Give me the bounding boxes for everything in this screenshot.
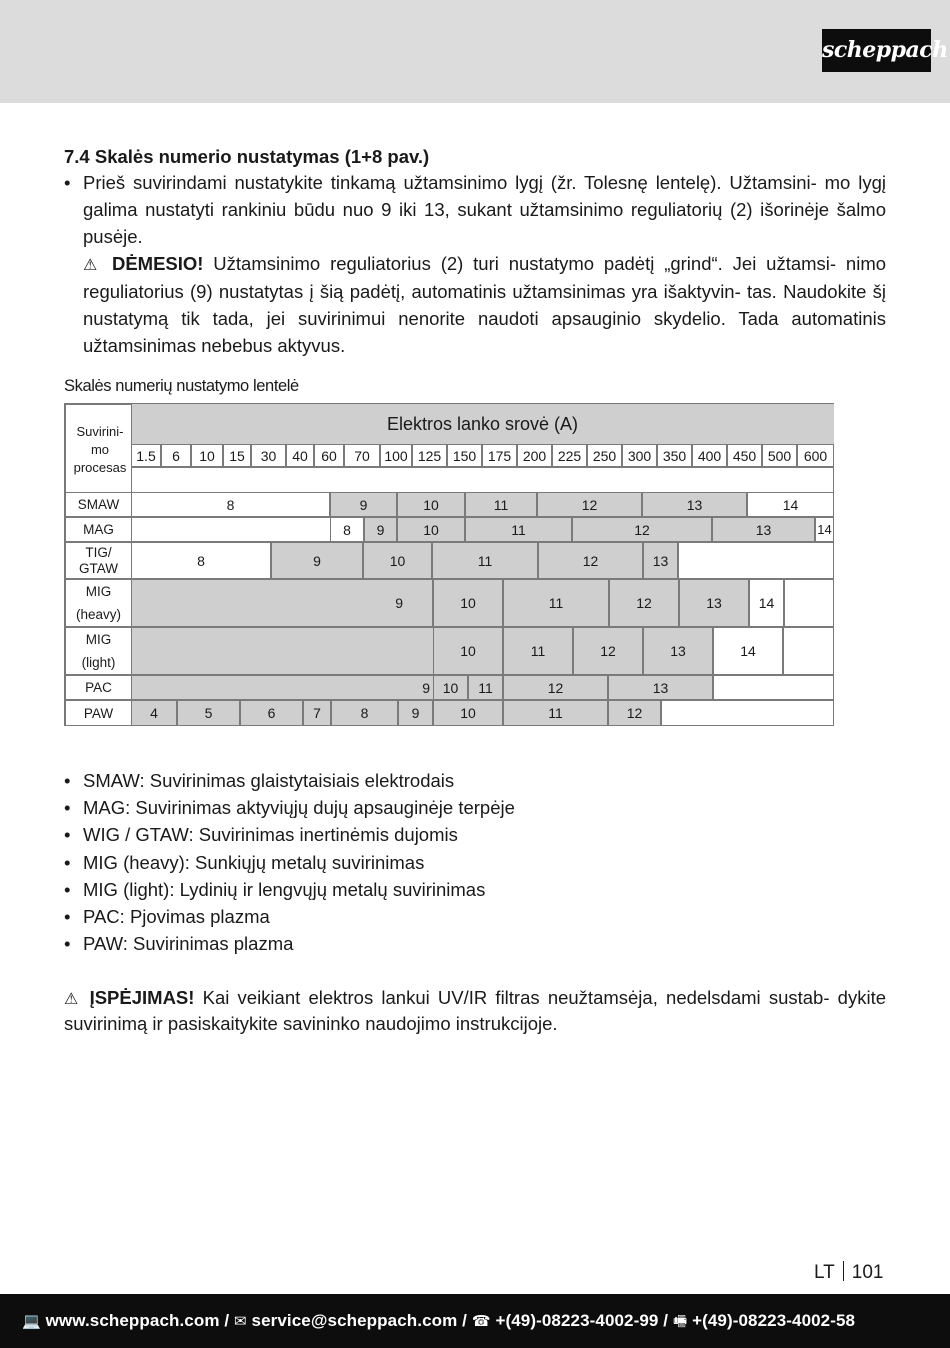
amp-cell: 60 [314,444,344,467]
shade-cell [783,627,834,675]
list-item: • PAC: Pjovimas plazma [64,906,270,928]
shade-cell: 4 [131,700,177,726]
header-band [0,0,950,103]
shade-cell: 13 [712,517,815,542]
footer-band [0,1294,950,1348]
abbreviation-list [64,767,886,957]
warning-label: ĮSPĖJIMAS! [89,987,195,1008]
section-title: 7.4 Skalės numerio nustatymas (1+8 pav.) [64,146,430,167]
shade-cell: 8 [131,542,271,579]
shade-cell: 14 [747,492,834,517]
shade-cell [661,700,834,726]
amp-cell: 6 [161,444,191,467]
attention-text: Užtamsinimo reguliatorius (2) turi nustatymo padėtį „grind“. Jei užtamsi- nimo reguliatorius (9) nustatytas į šią padėtį, automatinis užtamsinimas yra išaktyvin- tas. Naudokite šį nustatymą tik tada, jei suvirinimui nenorite naudoti apsauginio skydelio. Tada automatinis užtamsinimas nebebus aktyvus. [83,253,887,356]
amp-cell: 70 [344,444,380,467]
fax-icon: 🖷 [672,1312,688,1330]
footer-mail[interactable]: service@scheppach.com / [251,1311,467,1330]
shade-cell: 9 [131,579,433,627]
shade-cell: 14 [815,517,834,542]
page-number [814,1261,883,1284]
mail-icon: ✉ [234,1312,247,1330]
blank-row [131,467,834,493]
shade-cell: 13 [643,542,678,579]
amp-cell: 40 [286,444,314,467]
bullet-dot: • [64,172,71,193]
current-header: Elektros lanko srovė (A) [386,414,579,434]
row-label-line: (heavy) [75,607,121,622]
shade-cell [678,542,834,579]
shade-cell: 12 [609,579,679,627]
shade-cell: 13 [608,675,713,700]
shade-cell: 6 [240,700,303,726]
amp-cell: 200 [517,444,552,467]
amp-cell: 1.5 [131,444,161,467]
shade-cell: 11 [465,517,572,542]
list-item: • SMAW: Suvirinimas glaistytaisiais elektrodais [64,770,455,791]
shade-cell: 11 [468,675,503,700]
list-item-text: MAG: Suvirinimas aktyviųjų dujų apsauginėje terpėje [83,797,515,819]
row-label-mig-light [65,627,132,675]
shade-cell: 11 [503,627,573,675]
list-item-text: MIG (heavy): Sunkiųjų metalų suvirinimas [83,851,425,873]
list-item: • WIG / GTAW: Suvirinimas inertinėmis dujomis [64,824,458,846]
row-label-line: MIG [85,632,112,647]
shade-cell: 5 [177,700,240,726]
instruction-paragraph [64,169,886,359]
shade-cell: 10 [433,675,468,700]
page-lang: LT [814,1262,835,1283]
row-label-pac: PAC [65,675,132,700]
shade-cell: 9 [364,517,397,542]
shade-cell: 12 [538,542,643,579]
shade-cell [713,675,834,700]
computer-icon: 💻 [22,1312,41,1330]
shade-cell: 14 [713,627,783,675]
amp-cell: 30 [251,444,286,467]
row-label-tig: TIG/ GTAW [65,542,132,579]
shade-cell: 13 [643,627,713,675]
shade-cell: 7 [303,700,331,726]
row-label-paw: PAW [65,700,132,726]
row-label-line: (light) [81,655,116,670]
amp-cell: 15 [223,444,251,467]
warning-icon: ⚠ [64,989,82,1008]
row-label-mig-heavy [65,579,132,627]
shade-cell: 13 [679,579,749,627]
list-item-text: MIG (light): Lydinių ir lengvųjų metalų suvirinimas [83,878,486,900]
shade-cell: 12 [572,517,712,542]
shade-cell: 10 [363,542,432,579]
list-item: • PAW: Suvirinimas plazma [64,933,294,955]
shade-cell: 10 [433,700,503,726]
shade-cell: 9 [271,542,363,579]
amp-cell: 600 [797,444,834,467]
warning-text: Kai veikiant elektros lankui UV/IR filtras neužtamsėja, nedelsdami sustab- dykite suvirinimą ir pasiskaitykite savininko naudojimo instrukcijoje. [64,987,886,1034]
process-header: Suvirini- mo procesas [73,424,127,475]
amp-cell: 175 [482,444,517,467]
list-item: • MIG (light): Lydinių ir lengvųjų metalų suvirinimas [64,878,486,900]
shade-cell: 9 [398,700,433,726]
brand-logo: scheppach [822,29,931,72]
instruction-text: Prieš suvirindami nustatykite tinkamą užtamsinimo lygį (žr. Tolesnę lentelę). Užtamsini- mo lygį galima nustatyti rankiniu būdu nuo 9 iki 13, sukant užtamsinimo reguliatorių (2) išorinėje šalmo pusėje. [83,172,886,247]
amp-cell: 350 [657,444,692,467]
shade-cell: 9 [330,492,397,517]
shade-cell: 12 [503,675,608,700]
footer-phone: +(49)-08223-4002-99 / [495,1311,669,1330]
shade-cell: 14 [749,579,784,627]
shade-cell: 10 [433,579,503,627]
footer-web[interactable]: www.scheppach.com / [45,1311,230,1330]
shade-cell: 10 [397,517,465,542]
warning-icon: ⚠ [83,255,103,274]
amp-cell: 10 [191,444,223,467]
shade-cell: 12 [573,627,643,675]
list-item: • MAG: Suvirinimas aktyviųjų dujų apsauginėje terpėje [64,797,515,819]
row-label-line: MIG [85,584,112,599]
amp-cell: 500 [762,444,797,467]
process-header-cell [65,404,132,493]
shade-cell: 11 [503,579,609,627]
amp-cell: 100 [380,444,412,467]
list-item: • MIG (heavy): Sunkiųjų metalų suvirinimas [64,851,425,873]
shade-cell: 8 [131,492,330,517]
amp-cell: 450 [727,444,762,467]
shade-cell: 11 [465,492,537,517]
list-item-text: PAC: Pjovimas plazma [83,906,270,928]
list-item-text: WIG / GTAW: Suvirinimas inertinėmis dujomis [83,824,458,846]
shade-cell [131,517,353,542]
amp-cell: 150 [447,444,482,467]
attention-label: DĖMESIO! [111,253,204,274]
table-caption: Skalės numerių nustatymo lentelė [64,377,299,395]
amp-cell: 225 [552,444,587,467]
list-item-text: SMAW: Suvirinimas glaistytaisiais elektrodais [83,770,455,791]
amp-cell: 400 [692,444,727,467]
shade-cell: 11 [432,542,538,579]
shade-cell: 13 [642,492,747,517]
shade-cell: 10 [397,492,465,517]
row-label-smaw: SMAW [65,492,132,517]
shade-table [64,403,834,726]
list-item-text: PAW: Suvirinimas plazma [83,933,294,955]
page-no: 101 [851,1262,884,1283]
shade-cell: 8 [330,517,364,542]
shade-cell: 10 [433,627,503,675]
shade-cell: 12 [537,492,642,517]
shade-cell: 9 [131,675,434,700]
amp-cell: 125 [412,444,447,467]
warning-paragraph [64,985,886,1036]
main-content [64,145,886,359]
amp-cell: 250 [587,444,622,467]
divider [843,1261,844,1281]
row-label-mag: MAG [65,517,132,542]
phone-icon: ☎ [471,1312,491,1330]
shade-cell: 12 [608,700,661,726]
shade-cell: 8 [331,700,398,726]
attention-note [83,250,886,359]
shade-cell: 11 [503,700,608,726]
shade-cell [784,579,834,627]
amp-cell: 300 [622,444,657,467]
footer-fax: +(49)-08223-4002-58 [692,1311,856,1330]
